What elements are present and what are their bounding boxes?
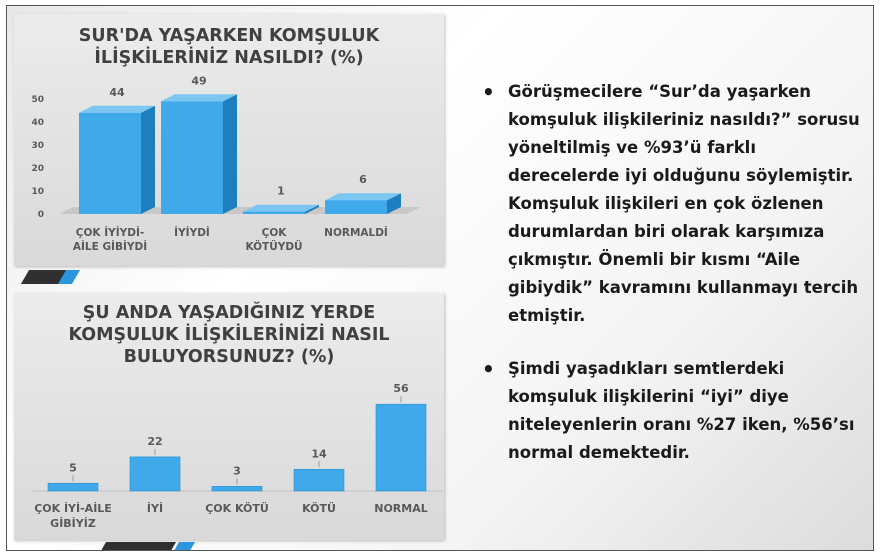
slide — [6, 5, 874, 551]
chart-2 — [14, 293, 444, 540]
chart-1-bar — [161, 101, 223, 214]
chart-2-data-label: 3 — [233, 464, 241, 478]
chart-2-panel — [14, 293, 444, 540]
chart-1-bar — [79, 113, 141, 214]
chart-1-ytick: 50 — [31, 95, 44, 105]
bullet-item-1: • Görüşmecilere “Sur’da yaşarken komşuluk ilişkileriniz nasıldı?” sorusu yöneltilmiş ve %93’ü farklı derecelerde iyi olduğunu söylemiştir. Komşuluk ilişkileri en çok özlenen durumlardan biri olarak karşımıza çıkmıştır. Önemli bir kısmı “Aile gibiydik” kavramını kullanmayı tercih etmiştir. — [482, 78, 867, 330]
stripe-bottom-dark — [98, 542, 176, 551]
chart-2-bar — [48, 483, 98, 491]
chart-1-category-label: NORMALDİ — [324, 227, 388, 239]
bullet-list — [482, 78, 867, 492]
chart-1-category-label: İYİYDİ — [174, 227, 210, 239]
chart-2-bar — [130, 457, 180, 491]
chart-2-bar — [376, 404, 426, 491]
chart-1-ytick: 40 — [31, 118, 44, 128]
chart-1-ytick: 20 — [31, 164, 44, 174]
chart-2-title: ŞU ANDA YAŞADIĞINIZ YERDE KOMŞULUK İLİŞKİLERİNİZİ NASIL BULUYORSUNUZ? (%) — [68, 303, 390, 367]
chart-1-bar-side — [223, 94, 237, 214]
chart-1-title: SUR'DA YAŞARKEN KOMŞULUK İLİŞKİLERİNİZ NASILDI? (%) — [78, 26, 380, 68]
bullet-item-2: • Şimdi yaşadıkları semtlerdeki komşuluk ilişkilerini “iyi” diye niteleyenlerin oranı %27 iken, %56’sı normal demektedir. — [482, 355, 867, 467]
chart-2-category-label: ÇOK İYİ-AİLE GİBİYİZ — [34, 502, 112, 530]
chart-1-data-label: 1 — [277, 184, 285, 198]
chart-2-data-label: 5 — [69, 461, 77, 475]
chart-2-category-label: NORMAL — [374, 502, 428, 515]
chart-2-bar — [212, 486, 262, 491]
chart-2-data-label: 22 — [147, 434, 163, 448]
chart-1-ytick: 30 — [31, 141, 44, 151]
chart-1-panel — [14, 14, 444, 266]
chart-2-category-label: KÖTÜ — [302, 502, 336, 515]
chart-1-category-label: ÇOK KÖTÜYDÜ — [245, 227, 303, 254]
chart-2-bar — [294, 469, 344, 491]
chart-1-bar — [243, 212, 305, 214]
chart-1-ytick: 10 — [31, 187, 44, 197]
chart-1-data-label: 44 — [109, 85, 125, 99]
chart-2-data-label: 56 — [393, 382, 409, 396]
chart-1-bar-side — [141, 106, 155, 214]
chart-2-category-label: İYİ — [146, 502, 164, 515]
chart-2-data-label: 14 — [311, 447, 327, 461]
chart-1-ytick: 0 — [37, 210, 44, 220]
chart-1-data-label: 6 — [359, 173, 367, 187]
chart-1 — [14, 14, 444, 266]
chart-2-category-label: ÇOK KÖTÜ — [205, 502, 269, 515]
chart-1-data-label: 49 — [191, 74, 207, 88]
chart-1-bar — [325, 200, 387, 214]
chart-1-category-label: ÇOK İYİYDİ-AİLE GİBİYDİ — [72, 227, 148, 254]
